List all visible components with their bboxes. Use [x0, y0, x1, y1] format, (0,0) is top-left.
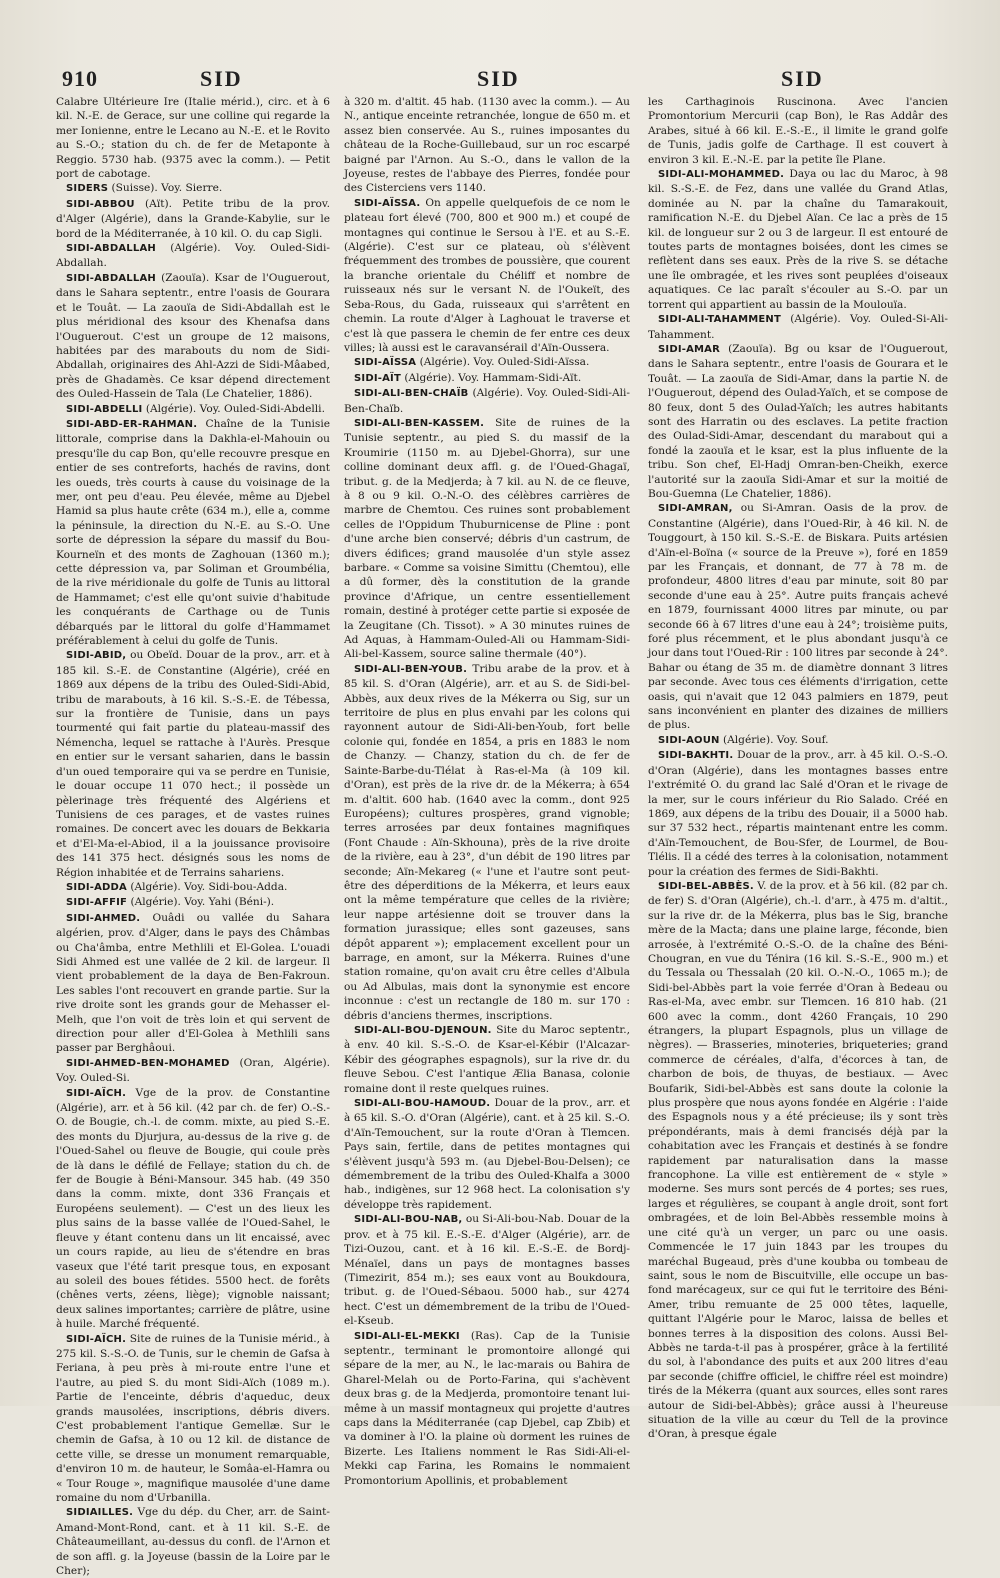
entry-headword: SIDI-ABDALLAH — [66, 243, 156, 255]
page-number: 910 — [62, 66, 98, 91]
entry-body: Douar de la prov., arr. et à 65 kil. S.-O. d'Oran (Algérie), cant. et à 25 kil. S.-O. d'Aïn-Temouchent, sur la route d'Oran à Tlemcen. Pays sain, fertile, dans de petites montagnes qui s'élèvent jusqu'à 593 m. (au Djebel-Bou-Delsen); ce démembrement de la tribu des Ouled-Khalfa a 3000 hab., indigènes, sur 12 968 hect. La colonisation s'y développe très rapidement. — [344, 1097, 631, 1211]
dictionary-entry — [56, 402, 330, 417]
entry-body: (Ras). Cap de la Tunisie septentr., terminant le promontoire allongé qui sépare de la mer, au N., le lac-marais ou Bahira de Gharel-Melah ou de Porto-Farina, qui s'achèvent deux bras g. de la Medjerda, promontoire tenant lui-même à un massif montagneux qui projette d'autres caps dans la Méditerranée (cap Djebel, cap Zbib) et va dominer à l'O. la plaine où dorment les ruines de Bizerte. Les Italiens nomment le Ras Sidi-Ali-el-Mekki cap Farina, les Romains le nommaient Promontorium Apollinis, et probablement — [344, 1329, 630, 1487]
entry-body: Chaîne de la Tunisie littorale, comprise dans la Dakhla-el-Mahouin ou presqu'île du cap Bon, qu'elle recouvre presque en entier de ses contreforts, hachés de ravins, dont les oueds, très courts à cause du voisinage de la mer, ont peu d'eau. Peu élevée, même au Djebel Hamid sa plus haute crête (634 m.), elle a, comme la péninsule, la direction du N.-E. au S.-O. Une sorte de dépression la sépare du massif du Bou-Kourneïn et des monts de Zaghouan (1360 m.); cette dépression va, par Soliman et Groumbélia, de la rive méridionale du golfe de Tunis au littoral de Hammamet; c'est elle qu'ont suivie d'habitude les conquérants de Carthage ou de Tunis débarqués par le littoral du golfe d'Hammamet préférablement à celui du golfe de Tunis. — [56, 417, 331, 648]
dictionary-entry — [344, 95, 630, 196]
entry-body: Daya ou lac du Maroc, à 98 kil. S.-S.-E. de Fez, dans une vallée du Grand Atlas, dominée au N. par la chaîne du Tamarakouit, ramification N.-E. du Djebel Aïan. Ce lac a près de 15 kil. de longueur sur 2 ou 3 de largeur. Il est entouré de toutes parts de montagnes boisées, dont les cimes se reflètent dans ses eaux. Près de la rive S. se détache une île ombragée, et les rives sont peuplées d'oiseaux aquatiques. Ce lac paraît s'écouler au S.-O. par un torrent qui appartient au bassin de la Moulouïa. — [648, 168, 948, 311]
entry-headword: SIDI-AHMED-BEN-MOHAMED — [66, 1057, 230, 1069]
entry-body: (Oran, Algérie). Voy. Ouled-Si. — [56, 1056, 330, 1085]
entry-body: Site du Maroc septentr., à env. 40 kil. S.-S.-O. de Ksar-el-Kébir (l'Alcazar-Kébir des géographes espagnols), sur la rive dr. du fleuve Sebou. C'est l'antique Ælia Banasa, colonie romaine dont il reste quelques ruines. — [344, 1024, 630, 1095]
entry-headword: SIDI-ALI-BEN-YOUB. — [354, 663, 468, 675]
dictionary-entry — [56, 417, 330, 649]
entry-body: (Algérie). Voy. Ouled-Sidi-Ali-Ben-Chaïb. — [344, 387, 630, 415]
dictionary-entry — [56, 1332, 330, 1506]
entry-headword: SIDI-ABDELLI — [66, 403, 143, 415]
entry-headword: SIDI-AÏCH. — [66, 1333, 127, 1345]
dictionary-entry — [344, 1023, 630, 1096]
entry-headword: SIDI-AÏCH. — [66, 1087, 127, 1099]
dictionary-entry — [344, 386, 630, 416]
dictionary-entry — [648, 95, 948, 167]
running-head-center: SID — [477, 66, 520, 91]
entry-headword: SIDI-AMAR — [658, 343, 721, 355]
entry-body: (Aït). Petite tribu de la prov. d'Alger (Algérie), dans la Grande-Kabylie, sur le bord de la Méditerranée, à 10 kil. O. du cap Sigli. — [56, 197, 331, 240]
entry-headword: SIDI-AÏSSA. — [354, 197, 421, 209]
entry-headword: SIDERS — [66, 183, 109, 195]
dictionary-entry — [648, 501, 948, 733]
dictionary-entry — [344, 1329, 630, 1488]
entry-headword: SIDI-ALI-BOU-HAMOUD. — [354, 1098, 491, 1110]
entry-body: (Zaouïa). Bg ou ksar de l'Ouguerout, dans le Sahara septentr., entre l'oasis de Gourara et le Touât. — La zaouïa de Sidi-Amar, dans la partie N. de l'Ouguerout, dépend des Oulad-Yaïch, et se compose de 80 feux, dont 5 des Oulad-Yaïch; les autres habitants sont des Harratin ou des esclaves. La petite fraction des Oulad-Sidi-Amar, descendant du marabout qui a fondé la zaouïa et le ksar, est la plus influente de la tribu. Son chef, El-Hadj Omran-ben-Cheikh, exerce l'autorité sur la zaouïa Sidi-Amar et sur la moitié de Bou-Guemna (Le Chatelier, 1886). — [648, 342, 948, 500]
entry-body: (Algérie). Voy. Ouled-Si-Ali-Tahamment. — [648, 313, 949, 341]
entry-headword: SIDI-AMRAN, — [658, 503, 733, 515]
entry-body: (Algérie). Voy. Souf. — [723, 733, 829, 746]
entry-headword: SIDI-AHMED. — [66, 912, 141, 924]
text-column-2 — [344, 95, 631, 1487]
entry-headword: SIDI-BEL-ABBÈS. — [658, 880, 754, 892]
entry-headword: SIDI-AÏT — [354, 372, 401, 384]
dictionary-entry — [344, 371, 630, 386]
entry-body: Tribu arabe de la prov. et à 85 kil. S. d'Oran (Algérie), arr. et au S. de Sidi-bel-Abbès, aux deux rives de la Mékerra ou Sig, sur un territoire de plus en plus envahi par les colons qui rayonnent autour de Sidi-Ali-ben-Youb, fort belle colonie qui, fondée en 1854, a pris en 1883 le nom de Chanzy. — Chanzy, station du ch. de fer de Sainte-Barbe-du-Tlélat à Ras-el-Ma (à 109 kil. d'Oran), est près de la rive dr. de la Mékerra; à 654 m. d'altit. 600 hab. (1640 avec la comm., dont 925 Européens); cultures prospères, grand vignoble; terres arrosées par deux fontaines magnifiques (Font Chaude : Aïn-Skhouna), près de la rive droite de la rivière, eau à 23°, d'un débit de 190 litres par seconde; Aïn-Mekareg (« l'une et l'autre sont peut-être des déperditions de la Mékerra, et leurs eaux ont la même température que celles de la rivière; leur nappe artésienne doit se trouver dans la formation jurassique; elles sont gazeuses, sans dépôt apparent »); emplacement excellent pour un barrage, en amont, sur la Mékerra. Ruines d'une station romaine, qu'on avait cru être celles d'Albula ou Ad Albulas, mais dont la synonymie est encore inconnue : c'est un rectangle de 180 m. sur 170 : débris d'anciens thermes, inscriptions. — [344, 662, 630, 1022]
entry-headword: SIDI-ABDALLAH — [66, 272, 156, 284]
entry-headword: SIDI-ALI-TAHAMMENT — [658, 314, 782, 326]
entry-body: (Algérie). Voy. Yahi (Béni-). — [130, 896, 275, 909]
text-column-3 — [648, 95, 949, 1441]
entry-body: Douar de la prov., arr. à 45 kil. O.-S.-O. d'Oran (Algérie), dans les montagnes basses entre l'extrémité O. du grand lac Salé d'Oran et le rivage de la mer, sur le cours inférieur du Rio Salado. Créé en 1869, aux dépens de la tribu des Douair, il a 5000 hab. sur 37 532 hect., répartis maintenant entre les comm. d'Aïn-Temouchent, de Bou-Sfer, de Lourmel, de Bou-Tlélis. Il a cédé des terres à la colonisation, notamment pour la création des fermes de Sidi-Bakhti. — [648, 749, 948, 878]
entry-headword: SIDI-ALI-MOHAMMED. — [658, 169, 785, 181]
entry-headword: SIDI-ABBOU — [66, 198, 135, 210]
dictionary-entry — [344, 1212, 630, 1328]
entry-headword: SIDIAILLES. — [66, 1507, 134, 1519]
entry-body: ou Si-Amran. Oasis de la prov. de Constantine (Algérie), dans l'Oued-Rir, à 46 kil. N. de Touggourt, à 150 kil. S.-S.-E. de Biskara. Puits artésien d'Aïn-el-Boïna (« source de la Preuve »), foré en 1859 par les Français, et donnant, de 77 à 78 m. de profondeur, 4800 litres d'eau par minute, soit 80 par seconde d'une eau à 25°. Autre puits français achevé en 1879, fournissant 4000 litres par minute, ou par seconde 66 à 67 litres d'une eau à 24°; troisième puits, foré plus récemment, et le plus abondant jusqu'à ce jour dans tout l'Oued-Rir : 100 litres par seconde à 24°. Bahar ou étang de 35 m. de diamètre donnant 3 litres par seconde. Avec tous ces éléments d'irrigation, cette oasis, qui n'avait que 12 043 palmiers en 1879, peut sans inconvénient en planter des dizaines de milliers de plus. — [648, 502, 948, 732]
entry-body: (Zaouïa). Ksar de l'Ouguerout, dans le Sahara septentr., entre l'oasis de Gourara et le Touât. — La zaouïa de Sidi-Abdallah est le plus méridional des ksour des Khenafsa dans l'Ouguerout. C'est un groupe de 12 maisons, habitées par des marabouts du nom de Sidi-Abdallah, originaires des Ahl-Azzi de Sidi-Mâabed, près de Ghadamès. Ce ksar dépend directement des Ouled-Hassein de Tala (Le Chatelier, 1886). — [56, 271, 330, 401]
dictionary-entry — [648, 312, 948, 342]
entry-body: V. de la prov. et à 56 kil. (82 par ch. de fer) S. d'Oran (Algérie), ch.-l. d'arr., à 475 m. d'altit., sur la rive dr. de la Mékerra, plus bas le Sig, branche mère de la Macta; dans une plaine large, féconde, bien arrosée, à l'extrémité O.-S.-O. de la chaîne des Béni-Chougran, en vue du Ténira (16 kil. S.-S.-E., 900 m.) et du Tessala ou Thessalah (20 kil. O.-N.-O., 1065 m.); de Sidi-bel-Abbès part la voie ferrée d'Oran à Bedeau ou Ras-el-Ma, avec embr. sur Tlemcen. 16 810 hab. (21 600 avec la comm., dont 4260 Français, 10 290 étrangers, la plupart Espagnols, plus un village de nègres). — Brasseries, minoteries, briqueteries; grand commerce de céréales, d'alfa, d'écorces à tan, de charbon de bois, de thuyas, de bestiaux. — Avec Boufarik, Sidi-bel-Abbès est sans doute la colonie la plus prospère que nous ayons fondée en Algérie : l'aide des Espagnols nous y a été précieuse; ils y sont très prépondérants, mais à demi francisés déjà par la cohabitation avec les Français et destinés à se fondre rapidement par naturalisation dans la masse francophone. La ville est entièrement de « style » moderne. Ses murs sont percés de 4 portes; ses rues, larges et régulières, se coupant à angle droit, sont fort ombragées, et de loin Bel-Abbès ressemble moins à une cité qu'à un verger, un parc ou une oasis. Commencée le 17 juin 1843 par les troupes du maréchal Bugeaud, près d'une koubba ou tombeau de saint, sous le nom de Biscuitville, elle occupe un bas-fond marécageux, sur ce qui fut le territoire des Béni-Amer, tribu remuante de 25 000 têtes, laquelle, quittant l'Algérie pour le Maroc, laissa de belles et bonnes terres à la disposition des colons. Aussi Bel-Abbès ne tarda-t-il pas à prospérer, grâce à la fertilité du sol, à l'abondance des puits et aux 200 litres d'eau par seconde (chiffre officiel, le chiffre réel est moindre) tirés de la Mékerra (quant aux sources, elles sont rares autour de Sidi-bel-Abbès); grâce aussi à l'heureuse situation de la ville au cœur du Tell de la province d'Oran, à presque égale — [648, 879, 948, 1441]
text-column-1 — [56, 95, 331, 1578]
entry-body: (Algérie). Voy. Ouled-Sidi-Aïssa. — [419, 356, 590, 369]
entry-body: (Algérie). Voy. Sidi-bou-Adda. — [130, 880, 288, 893]
entry-body: Site de ruines de la Tunisie mérid., à 275 kil. S.-S.-O. de Tunis, sur le chemin de Gafsa à Feriana, à peu près à mi-route entre l'une et l'autre, au pied S. du mont Sidi-Aïch (1089 m.). Partie de l'enceinte, débris d'aqueduc, deux grands mausolées, inscriptions, débris divers. C'est probablement l'antique Gemellæ. Sur le chemin de Gafsa, à 10 ou 12 kil. de distance de cette ville, se dresse un monument remarquable, d'environ 10 m. de hauteur, le Somâa-el-Hamra ou « Tour Rouge », magnifique mausolée d'une dame romaine du nom d'Urbanilla. — [56, 1332, 330, 1504]
dictionary-entry — [344, 416, 630, 662]
entry-body: ou Obeïd. Douar de la prov., arr. et à 185 kil. S.-E. de Constantine (Algérie), créé en 1869 aux dépens de la tribu des Ouled-Sidi-Abid, tribu de marabouts, à 16 kil. S.-S.-E. de Tébessa, sur la frontière de Tunisie, dans un pays tourmenté qui fait partie du plateau-massif des Némencha, lequel se rattache à l'Aurès. Presque en entier sur le versant saharien, dans le bassin d'un oued temporaire qui va se perdre en Tunisie, le douar occupe 11 070 hect.; il possède un pèlerinage très fréquenté des Algériens et Tunisiens de ces parages, et de vastes ruines romaines. De concert avec les douars de Bekkaria et d'El-Ma-el-Abiod, il a la jouissance provisoire des 141 375 hect. désignés sous les noms de Région inhabitée et de Terrains sahariens. — [56, 649, 330, 879]
dictionary-entry — [344, 196, 630, 355]
dictionary-entry — [344, 1096, 630, 1212]
entry-body: (Suisse). Voy. Sierre. — [111, 182, 223, 195]
dictionary-entry — [56, 911, 330, 1056]
dictionary-entry — [56, 241, 330, 271]
dictionary-entry — [56, 271, 330, 402]
dictionary-entry — [56, 1056, 330, 1086]
entry-body: On appelle quelquefois de ce nom le plateau fort élevé (700, 800 et 900 m.) et coupé de montagnes qui continue le Sersou à l'E. et au S.-E. (Algérie). C'est sur ce plateau, où s'élèvent fréquemment des trombes de poussière, que courent la branche orientale du Chéliff et nombre de ruisseaux nés sur le versant N. de l'Oukeït, des Seba-Rous, du Gada, ruisseaux qui s'arrêtent en chemin. La route d'Alger à Laghouat le traverse et c'est là que passera le chemin de fer entre ces deux villes; là aussi est le caravansérail d'Aïn-Oussera. — [344, 196, 630, 354]
dictionary-entry — [56, 1086, 330, 1332]
entry-body: Site de ruines de la Tunisie septentr., au pied S. du massif de la Kroumirie (1150 m. au Djebel-Ghorra), sur une colline dominant deux affl. g. de l'Oued-Ghagaï, tribut. g. de la Medjerda; à 7 kil. au N. de ce fleuve, à 8 ou 9 kil. O.-N.-O. des célèbres carrières de marbre de Chemtou. Ces ruines sont probablement celles de l'Oppidum Thuburnicense de Pline : pont d'une arche bien conservé; débris d'un castrum, de divers édifices; grand mausolée d'un style assez barbare. « Comme sa voisine Simittu (Chemtou), elle a dû former, dès la constitution de la grande province d'Afrique, un centre essentiellement romain, destiné à protéger cette partie si exposée de la Zeugitane (Ch. Tissot). » A 30 minutes ruines de Ad Aquas, à Hammam-Ouled-Ali ou Hammam-Sidi-Ali-bel-Kassem, source saline thermale (40°). — [344, 416, 630, 661]
dictionary-entry — [648, 167, 948, 312]
entry-headword: SIDI-ABID, — [66, 650, 127, 662]
entry-body: (Algérie). Voy. Ouled-Sidi-Abdelli. — [145, 402, 325, 415]
entry-headword: SIDI-ALI-BEN-KASSEM. — [354, 417, 485, 429]
dictionary-entry — [56, 181, 330, 196]
entry-body: Ouâdi ou vallée du Sahara algérien, prov. d'Alger, dans le pays des Châmbas ou Cha'âmba, entre Methlili et El-Golea. L'ouadi Sidi Ahmed est une vallée de 2 kil. de largeur. Il vient probablement de la daya de Ben-Fakroun. Les sables l'ont recouvert en grande partie. Sur la rive droite sont les grands gour de Mehasser el-Melh, que l'on voit de très loin et qui servent de direction pour aller d'El-Golea à Methlili sans passer par Berghâoui. — [56, 911, 330, 1055]
dictionary-entry — [56, 648, 330, 880]
entry-headword: SIDI-ALI-BOU-DJENOUN. — [354, 1025, 492, 1036]
entry-body: Vge de la prov. de Constantine (Algérie), arr. et à 56 kil. (42 par ch. de fer) O.-S.-O. de Bougie, ch.-l. de comm. mixte, au pied S.-E. des monts du Djurjura, au-dessus de la rive g. de l'Oued-Sahel ou fleuve de Bougie, qui coule près de là dans le défilé de Fellaye; station du ch. de fer de Bougie à Béni-Mansour. 345 hab. (49 350 dans la comm. mixte, dont 336 Français et Européens seulement). — C'est un des lieux les plus sains de la basse vallée de l'Oued-Sahel, le fleuve y étant contenu dans un lit encaissé, avec un cours rapide, au lieu de s'étendre en bras vaseux que l'été tarit presque tous, en exposant au soleil des boues fétides. 5500 hect. de forêts (chênes verts, zéens, liège); vignoble naissant; deux salines importantes; carrière de plâtre, usine à huile. Marché fréquenté. — [56, 1086, 330, 1331]
entry-headword: SIDI-ALI-EL-MEKKI — [354, 1330, 460, 1342]
entry-body: à 320 m. d'altit. 45 hab. (1130 avec la comm.). — Au N., antique enceinte retranchée, longue de 650 m. et assez bien conservée. Au S., ruines imposantes du château de la Roche-Guillebaud, sur un roc escarpé baigné par l'Arnon. Au S.-O., dans le vallon de la Joyeuse, restes de l'abbaye des Pierres, fondée pour des Cisterciens vers 1140. — [344, 96, 630, 195]
dictionary-entry — [344, 662, 630, 1023]
entry-headword: SIDI-ADDA — [66, 881, 127, 893]
entry-headword: SIDI-AOUN — [658, 734, 720, 746]
entry-headword: SIDI-ALI-BEN-CHAÏB — [354, 388, 469, 400]
entry-headword: SIDI-ABD-ER-RAHMAN. — [66, 418, 198, 430]
running-head-right: SID — [781, 66, 824, 91]
dictionary-entry — [648, 342, 948, 501]
entry-body: (Algérie). Voy. Ouled-Sidi-Abdallah. — [56, 242, 330, 270]
dictionary-entry — [648, 748, 948, 879]
dictionary-entry — [56, 895, 330, 910]
running-head-left: SID — [200, 66, 243, 91]
entry-body: les Carthaginois Ruscinona. Avec l'ancien Promontorium Mercurii (cap Bon), le Ras Addâr des Arabes, situé à 66 kil. E.-S.-E., il limite le grand golfe de Tunis, jadis golfe de Carthage. Il est couvert à environ 3 kil. E.-N.-E. par la petite île Plane. — [648, 96, 948, 166]
entry-headword: SIDI-AÏSSA — [354, 357, 417, 369]
dictionary-entry — [56, 1505, 330, 1578]
dictionary-entry — [648, 879, 948, 1442]
entry-headword: SIDI-AFFIF — [66, 897, 128, 909]
dictionary-entry — [56, 197, 330, 241]
dictionary-entry — [648, 733, 948, 748]
dictionary-entry — [56, 880, 330, 895]
entry-body: ou Si-Ali-bou-Nab. Douar de la prov. et à 75 kil. E.-S.-E. d'Alger (Algérie), arr. de Tizi-Ouzou, cant. et à 16 kil. E.-S.-E. de Bordj-Ménaïel, dans un pays de montagnes basses (Timezirit, 854 m.); ses eaux vont au Boukdoura, tribut. g. de l'Oued-Sébaou. 5000 hab., sur 4274 hect. C'est un démembrement de la tribu de l'Oued-el-Kseub. — [344, 1213, 630, 1328]
dictionary-entry — [56, 95, 330, 181]
dictionary-entry — [344, 355, 630, 370]
entry-body: (Algérie). Voy. Hammam-Sidi-Aït. — [404, 371, 582, 384]
entry-headword: SIDI-ALI-BOU-NAB, — [354, 1214, 463, 1226]
entry-headword: SIDI-BAKHTI. — [658, 750, 734, 762]
entry-body: Calabre Ultérieure Ire (Italie mérid.), circ. et à 6 kil. N.-E. de Gerace, sur une colline qui regarde la mer Ionienne, entre le Lecano au N.-E. et le Rovito au S.-O.; station du ch. de fer de Metaponte à Reggio. 5730 hab. (9375 avec la comm.). — Petit port de cabotage. — [56, 96, 330, 181]
entry-body: Vge du dép. du Cher, arr. de Saint-Amand-Mont-Rond, cant. et à 11 kil. S.-E. de Châteaumeillant, au-dessus du confl. de l'Arnon et de son affl. g. la Joyeuse (bassin de la Loire par le Cher); — [56, 1506, 331, 1578]
